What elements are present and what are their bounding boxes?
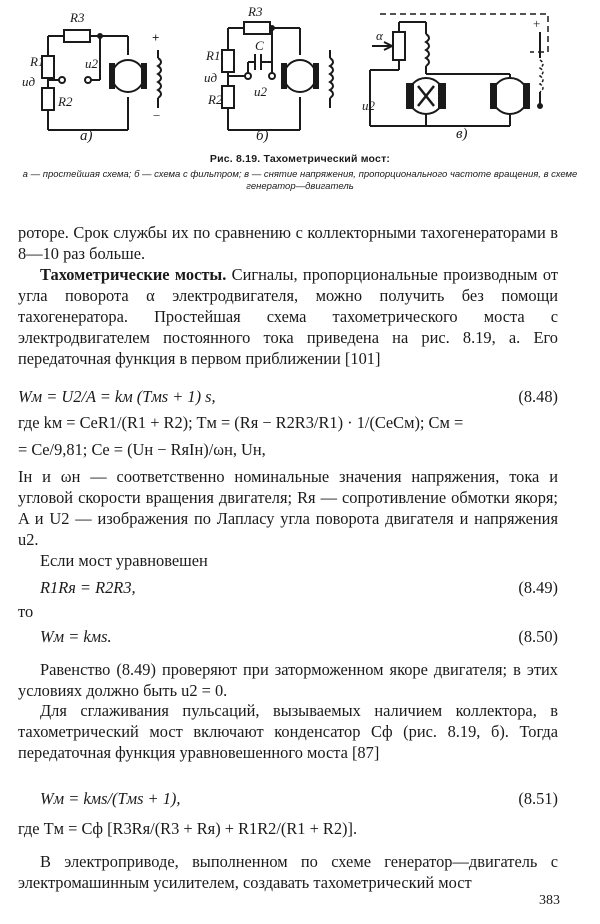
- paragraph-5: то: [18, 602, 34, 621]
- resistor-r3: [64, 30, 90, 42]
- sublabel-c: в): [456, 126, 468, 142]
- paragraph-3: Iн и ωн — соответственно номинальные значения напряжения, тока и угловой скорости вращения двигателя; Rя — сопротивление обмотки якоря; A и U2 — изображения по Лапласу угла поворота двигателя и напряжения u2.: [18, 467, 558, 549]
- motor-b: [284, 60, 316, 92]
- equation-8-48: Wм = U2/A = kм (Tмs + 1) s, (8.48): [18, 387, 558, 406]
- diagram-c: [370, 14, 548, 126]
- paragraph-8: В электроприводе, выполненном по схеме генератор—двигатель с электромашинным усилителем, создавать тахометрический мост: [18, 852, 558, 892]
- field-coil-a: [158, 58, 161, 98]
- equation-continuation: = Cе/9,81; Cе = (Uн − RяIн)/ωн, Uн,: [18, 440, 266, 459]
- equation-number-8-51: (8.51): [518, 789, 558, 808]
- equation-number-8-48: (8.48): [518, 387, 558, 406]
- label-r1-b: R1: [206, 48, 221, 63]
- label-c-b: С: [255, 38, 264, 53]
- label-r2-a: R2: [58, 94, 73, 109]
- equation-number-8-49: (8.49): [518, 578, 558, 597]
- diagram-a: [42, 30, 161, 130]
- equation-8-50: Wм = kмs. (8.50): [40, 627, 558, 646]
- sublabel-a: а): [80, 128, 93, 144]
- equation-where-1: где kм = CеR1/(R1 + R2); Tм = (Rя − R2R3/R1) · 1/(CеCм); Cм =: [18, 413, 464, 432]
- paragraph-1: роторе. Срок службы их по сравнению с коллекторными тахогенераторами в 8—10 раз больше.: [18, 223, 558, 263]
- equation-8-51: Wм = kмs/(Tмs + 1), (8.51): [40, 789, 558, 808]
- label-plus-a: +: [152, 30, 160, 45]
- label-u2-b: u2: [254, 84, 267, 99]
- field-coil-c: [426, 34, 429, 66]
- label-u2-c: u2: [362, 98, 375, 113]
- label-ud-a: uд: [22, 74, 36, 89]
- figure-8-19: [0, 0, 600, 150]
- equation-8-49: R1Rя = R2R3, (8.49): [40, 578, 558, 597]
- page-number: 383: [539, 893, 560, 908]
- resistor-r2: [42, 88, 54, 110]
- figure-caption-text: а — простейшая схема; б — схема с фильтром; в — снятие напряжения, пропорционального частоте вращения, в схеме генератор—двигатель: [22, 169, 578, 192]
- paragraph-7: Для сглаживания пульсаций, вызываемых наличием коллектора, в тахометрический мост включают конденсатор Cф (рис. 8.19, б). Тогда передаточная функция уравновешенного моста [87]: [18, 701, 558, 762]
- diagram-b: [222, 22, 333, 130]
- resistor-r1-b: [222, 50, 234, 72]
- label-r1-a: R1: [30, 54, 45, 69]
- label-plus-c: +: [533, 16, 541, 31]
- section-heading-tachometric-bridges: Тахометрические мосты.: [40, 265, 227, 284]
- motor-c: [492, 78, 528, 114]
- label-alpha-c: α: [376, 28, 383, 43]
- paragraph-6: Равенство (8.49) проверяют при заторможенном якоре двигателя; в этих условиях должно быть u2 = 0.: [18, 660, 558, 700]
- resistor-r2-b: [222, 86, 234, 108]
- label-r3-a: R3: [70, 10, 85, 25]
- sublabel-b: б): [256, 128, 269, 144]
- label-ug-b: uд: [204, 70, 218, 85]
- label-minus-a: −: [153, 108, 161, 123]
- label-r3-b: R3: [248, 4, 263, 19]
- label-u2-a: u2: [85, 56, 98, 71]
- resistor-r3-b: [244, 22, 270, 34]
- field-coil-b: [330, 58, 333, 98]
- label-r2-b: R2: [208, 92, 223, 107]
- paragraph-4: Если мост уравновешен: [40, 551, 208, 570]
- motor-a: [112, 60, 144, 92]
- figure-caption-title: Рис. 8.19. Тахометрический мост:: [209, 153, 391, 165]
- equation-number-8-50: (8.50): [518, 627, 558, 646]
- paragraph-2: Тахометрические мосты. Сигналы, пропорциональные производным от угла поворота α электродвигателя, можно получить без помощи тахогенератора. Простейшая схема тахометрического моста с электродвигателем постоянного тока приведена на рис. 8.19, а. Его передаточная функция в первом приближении [101]: [18, 265, 558, 368]
- equation-where-2: где Tм = Cф [R3Rя/(R3 + Rя) + R1R2/(R1 + R2)].: [18, 819, 358, 838]
- potentiometer: [393, 32, 405, 60]
